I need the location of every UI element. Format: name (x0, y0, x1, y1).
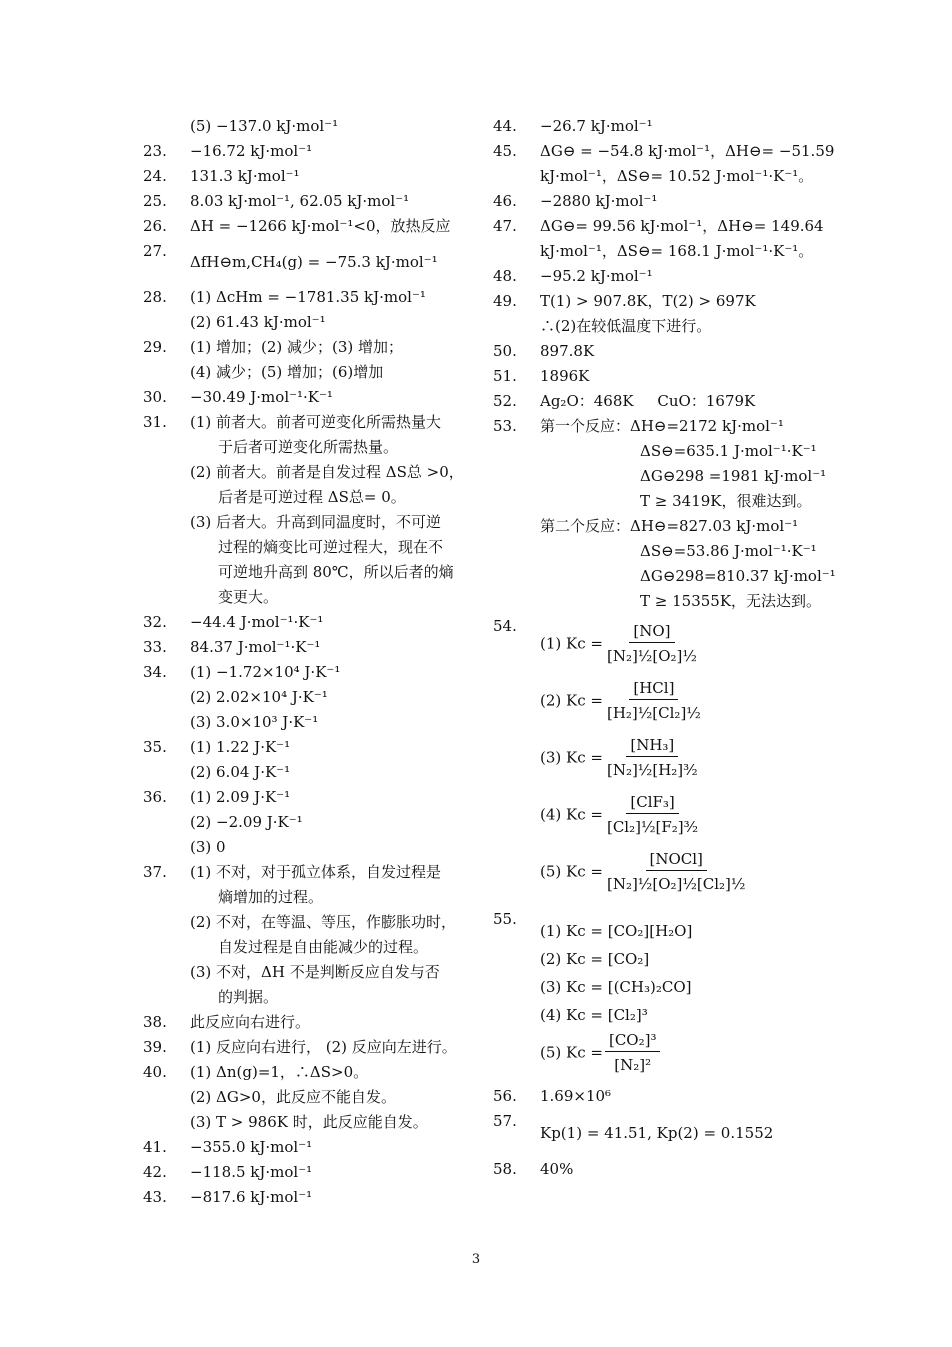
answer: T ≥ 3419K，很难达到。 (640, 492, 812, 510)
answer: 40% (540, 1160, 574, 1178)
answer: Kp(1) = 41.51, Kp(2) = 0.1552 (540, 1124, 774, 1142)
answer: (2) Kc = [CO₂] (540, 950, 650, 968)
answer: −118.5 kJ·mol⁻¹ (190, 1163, 313, 1181)
q-number: 38. (143, 1013, 167, 1031)
equilibrium-expression: (3) Kc = $\frac{\text{[NH₃]}}{\text{[N₂]½[H₂]³⁄₂}}$ (540, 736, 698, 779)
q-number: 41. (143, 1138, 167, 1156)
answer: (2) 前者大。前者是自发过程 ΔS总 >0， (190, 463, 464, 481)
answer: (1) 前者大。前者可逆变化所需热量大 (190, 413, 442, 431)
page-number: 3 (471, 1252, 481, 1267)
answer: 1896K (540, 367, 590, 385)
q-number: 46. (493, 192, 517, 210)
answer: 过程的熵变比可逆过程大，现在不 (218, 538, 444, 556)
answer: 后者是可逆过程 ΔS总= 0。 (218, 488, 406, 506)
answer: 可逆地升高到 80℃，所以后者的熵 (218, 563, 454, 581)
q-number: 57. (493, 1112, 517, 1130)
answer: (1) 反应向右进行， (2) 反应向左进行。 (190, 1038, 457, 1056)
answer: kJ·mol⁻¹，ΔS⊖= 10.52 J·mol⁻¹·K⁻¹。 (540, 167, 814, 185)
answer: 1.69×10⁶ (540, 1087, 612, 1105)
answer: ΔG⊖298 =1981 kJ·mol⁻¹ (640, 467, 827, 485)
answer: ΔG⊖= 99.56 kJ·mol⁻¹，ΔH⊖= 149.64 (540, 217, 824, 235)
equilibrium-expression: (4) Kc = $\frac{\text{[ClF₃]}}{\text{[Cl₂]½[F₂]³⁄₂}}$ (540, 793, 699, 836)
q-number: 35. (143, 738, 167, 756)
answer: −95.2 kJ·mol⁻¹ (540, 267, 653, 285)
answer: 897.8K (540, 342, 595, 360)
answer: ΔG⊖ = −54.8 kJ·mol⁻¹，ΔH⊖= −51.59 (540, 142, 835, 160)
q-number: 56. (493, 1087, 517, 1105)
q-number: 45. (493, 142, 517, 160)
q-number: 40. (143, 1063, 167, 1081)
q-number: 29. (143, 338, 167, 356)
q-number: 27. (143, 242, 167, 260)
q-number: 53. (493, 417, 517, 435)
answer: −817.6 kJ·mol⁻¹ (190, 1188, 313, 1206)
q-number: 49. (493, 292, 517, 310)
answer: ΔfH⊖m,CH₄(g) = −75.3 kJ·mol⁻¹ (190, 253, 438, 271)
q-number: 28. (143, 288, 167, 306)
equilibrium-expression: (1) Kc = $\frac{[NO]}{\text{[N₂]½[O₂]½}}$ (540, 622, 697, 665)
answer: 第二个反应：ΔH⊖=827.03 kJ·mol⁻¹ (540, 517, 799, 535)
answer: (1) Δn(g)=1，∴ΔS>0。 (190, 1063, 369, 1081)
equilibrium-expression: (5) Kc = $\frac{\text{[NOCl]}}{\text{[N₂]½[O₂]½[Cl₂]½}}$ (540, 850, 746, 893)
answer: ∴(2)在较低温度下进行。 (540, 317, 712, 335)
q-number: 36. (143, 788, 167, 806)
q-number: 39. (143, 1038, 167, 1056)
q-number: 23. (143, 142, 167, 160)
answer: (2) 61.43 kJ·mol⁻¹ (190, 313, 326, 331)
q-number: 50. (493, 342, 517, 360)
q-number: 33. (143, 638, 167, 656)
answer: −16.72 kJ·mol⁻¹ (190, 142, 313, 160)
answer: (4) Kc = [Cl₂]³ (540, 1006, 648, 1024)
q-number: 24. (143, 167, 167, 185)
answer: (3) 不对，ΔH 不是判断反应自发与否 (190, 963, 440, 981)
answer: (2) −2.09 J·K⁻¹ (190, 813, 303, 831)
answer: (2) 2.02×10⁴ J·K⁻¹ (190, 688, 328, 706)
answer: 于后者可逆变化所需热量。 (218, 438, 399, 456)
answer: 变更大。 (218, 588, 279, 606)
equilibrium-expression: (5) Kc = $\frac{\text{[CO₂]³}}{\text{[N₂]²}}$ (540, 1029, 823, 1078)
answer: (3) T > 986K 时，此反应能自发。 (190, 1113, 428, 1131)
answer: (1) 不对，对于孤立体系，自发过程是 (190, 863, 442, 881)
answer: (1) ΔcHm = −1781.35 kJ·mol⁻¹ (190, 288, 426, 306)
q-number: 54. (493, 617, 517, 635)
q-number: 34. (143, 663, 167, 681)
answer: ΔH = −1266 kJ·mol⁻¹<0，放热反应 (190, 217, 451, 235)
answer: T(1) > 907.8K，T(2) > 697K (540, 292, 756, 310)
answer: (3) 3.0×10³ J·K⁻¹ (190, 713, 319, 731)
right-column (493, 114, 836, 1182)
answer: 第一个反应：ΔH⊖=2172 kJ·mol⁻¹ (540, 417, 784, 435)
q-number: 30. (143, 388, 167, 406)
answer: −2880 kJ·mol⁻¹ (540, 192, 658, 210)
answer: 131.3 kJ·mol⁻¹ (190, 167, 300, 185)
equilibrium-expression: (2) Kc = $\frac{\text{[HCl]}}{\text{[H₂]½[Cl₂]½}}$ (540, 679, 701, 722)
answer: (1) 1.22 J·K⁻¹ (190, 738, 291, 756)
q-number: 43. (143, 1188, 167, 1206)
answer: 84.37 J·mol⁻¹·K⁻¹ (190, 638, 321, 656)
answer: 自发过程是自由能减少的过程。 (218, 938, 429, 956)
answer: (3) Kc = [(CH₃)₂CO] (540, 978, 692, 996)
answer: ΔS⊖=53.86 J·mol⁻¹·K⁻¹ (640, 542, 817, 560)
answer: (1) Kc = [CO₂][H₂O] (540, 922, 693, 940)
q-number: 51. (493, 367, 517, 385)
answer: −30.49 J·mol⁻¹·K⁻¹ (190, 388, 333, 406)
answer: (2) 不对，在等温、等压，作膨胀功时， (190, 913, 457, 931)
q-number: 32. (143, 613, 167, 631)
answer: (3) 0 (190, 838, 226, 856)
left-column (143, 114, 488, 1210)
answer: (1) 增加；(2) 减少；(3) 增加； (190, 338, 404, 356)
answer: T ≥ 15355K，无法达到。 (640, 592, 822, 610)
q-number: 25. (143, 192, 167, 210)
answer: (2) 6.04 J·K⁻¹ (190, 763, 291, 781)
answer: Ag₂O：468K CuO：1679K (540, 392, 756, 410)
answer: 此反应向右进行。 (190, 1013, 311, 1031)
q-number: 48. (493, 267, 517, 285)
answer: kJ·mol⁻¹，ΔS⊖= 168.1 J·mol⁻¹·K⁻¹。 (540, 242, 814, 260)
answer: (3) 后者大。升高到同温度时，不可逆 (190, 513, 442, 531)
q-number: 37. (143, 863, 167, 881)
answer: (4) 减少；(5) 增加；(6)增加 (190, 363, 384, 381)
answer: (2) ΔG>0，此反应不能自发。 (190, 1088, 396, 1106)
answer: (1) 2.09 J·K⁻¹ (190, 788, 291, 806)
answer: 的判据。 (218, 988, 279, 1006)
answer: ΔS⊖=635.1 J·mol⁻¹·K⁻¹ (640, 442, 817, 460)
answer-22-5: (5) −137.0 kJ·mol⁻¹ (190, 117, 339, 135)
q-number: 31. (143, 413, 167, 431)
q-number: 58. (493, 1160, 517, 1178)
q-number: 52. (493, 392, 517, 410)
answer: −26.7 kJ·mol⁻¹ (540, 117, 653, 135)
q-number: 44. (493, 117, 517, 135)
q-number: 55. (493, 910, 517, 928)
q-number: 47. (493, 217, 517, 235)
answer: (1) −1.72×10⁴ J·K⁻¹ (190, 663, 341, 681)
answer: 熵增加的过程。 (218, 888, 324, 906)
answer: −355.0 kJ·mol⁻¹ (190, 1138, 313, 1156)
q-number: 26. (143, 217, 167, 235)
answer: −44.4 J·mol⁻¹·K⁻¹ (190, 613, 324, 631)
answer: ΔG⊖298=810.37 kJ·mol⁻¹ (640, 567, 836, 585)
q-number: 42. (143, 1163, 167, 1181)
answer: 8.03 kJ·mol⁻¹, 62.05 kJ·mol⁻¹ (190, 192, 410, 210)
